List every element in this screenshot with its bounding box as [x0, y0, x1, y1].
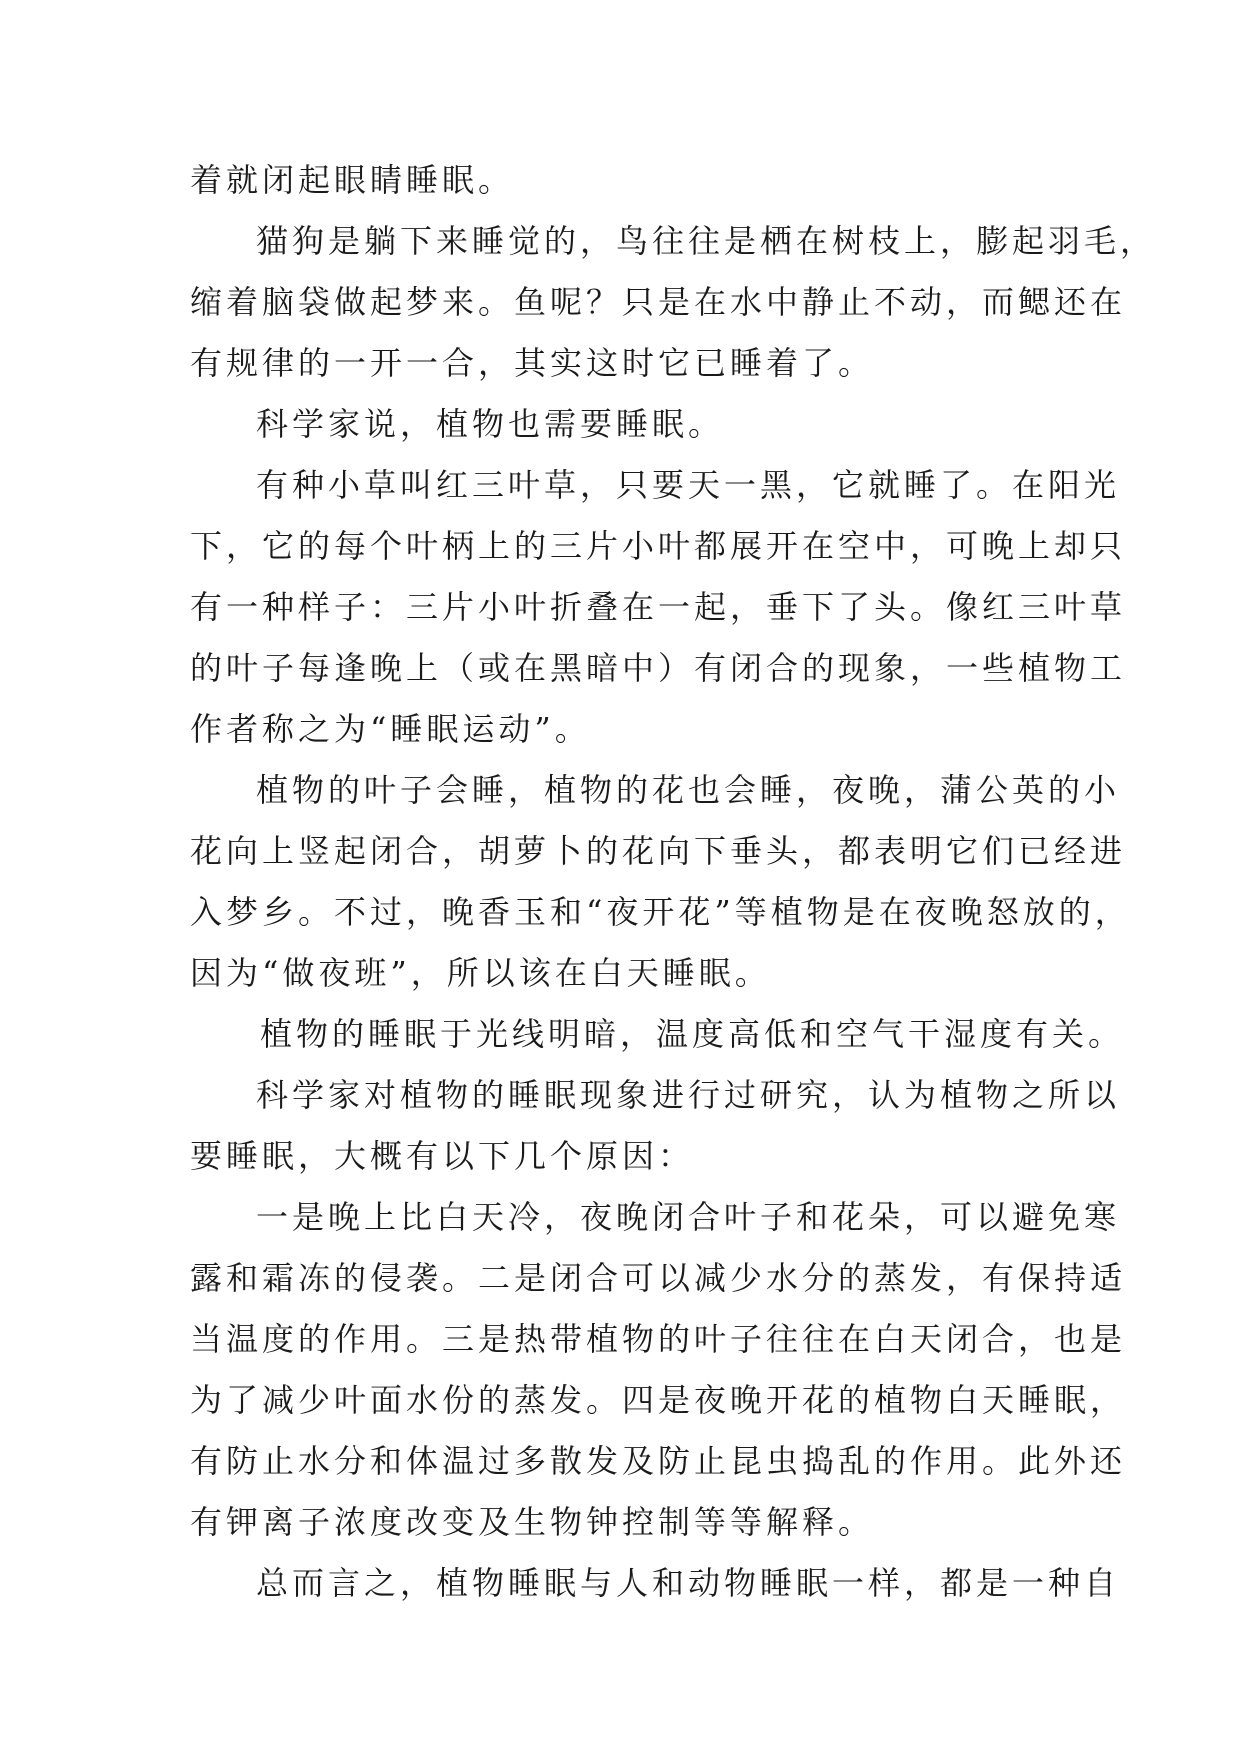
text-line: 当温度的作用。三是热带植物的叶子往往在白天闭合，也是	[190, 1320, 1127, 1358]
text-line: 有钾离子浓度改变及生物钟控制等等解释。	[190, 1503, 875, 1541]
text-line: 作者称之为“睡眠运动”。	[190, 710, 591, 748]
text-line: 入梦乡。不过，晚香玉和“夜开花”等植物是在夜晚怒放的，	[190, 893, 1131, 931]
text-line: 的叶子每逢晚上（或在黑暗中）有闭合的现象，一些植物工	[190, 649, 1127, 687]
text-line: 下，它的每个叶柄上的三片小叶都展开在空中，可晚上却只	[190, 527, 1127, 565]
paragraph-start-line: 科学家对植物的睡眠现象进行过研究，认为植物之所以	[256, 1076, 1121, 1114]
body-text	[190, 160, 1157, 1624]
text-line: 有防止水分和体温过多散发及防止昆虫捣乱的作用。此外还	[190, 1442, 1127, 1480]
text-line: 为了减少叶面水份的蒸发。四是夜晚开花的植物白天睡眠，	[190, 1381, 1127, 1419]
text-line: 缩着脑袋做起梦来。鱼呢？只是在水中静止不动，而鳃还在	[190, 283, 1127, 321]
text-line: 有规律的一开一合，其实这时它已睡着了。	[190, 344, 875, 382]
paragraph-start-line: 植物的叶子会睡，植物的花也会睡，夜晚，蒲公英的小	[256, 771, 1121, 809]
text-line: 着就闭起眼睛睡眠。	[190, 161, 515, 199]
paragraph-start-line: 植物的睡眠于光线明暗，温度高低和空气干湿度有关。	[260, 1015, 1125, 1053]
paragraph-start-line: 总而言之，植物睡眠与人和动物睡眠一样，都是一种自	[256, 1564, 1121, 1602]
text-line: 有一种样子：三片小叶折叠在一起，垂下了头。像红三叶草	[190, 588, 1127, 626]
text-line: 花向上竖起闭合，胡萝卜的花向下垂头，都表明它们已经进	[190, 832, 1127, 870]
paragraph-start-line: 猫狗是躺下来睡觉的，鸟往往是栖在树枝上，膨起羽毛，	[256, 222, 1157, 260]
paragraph-start-line: 有种小草叫红三叶草，只要天一黑，它就睡了。在阳光	[256, 466, 1121, 504]
paragraph-start-line: 一是晚上比白天冷，夜晚闭合叶子和花朵，可以避免寒	[256, 1198, 1121, 1236]
text-line: 因为“做夜班”，所以该在白天睡眠。	[190, 954, 771, 992]
text-line: 要睡眠，大概有以下几个原因：	[190, 1137, 695, 1175]
text-line: 露和霜冻的侵袭。二是闭合可以减少水分的蒸发，有保持适	[190, 1259, 1127, 1297]
paragraph-start-line: 科学家说，植物也需要睡眠。	[256, 405, 725, 443]
